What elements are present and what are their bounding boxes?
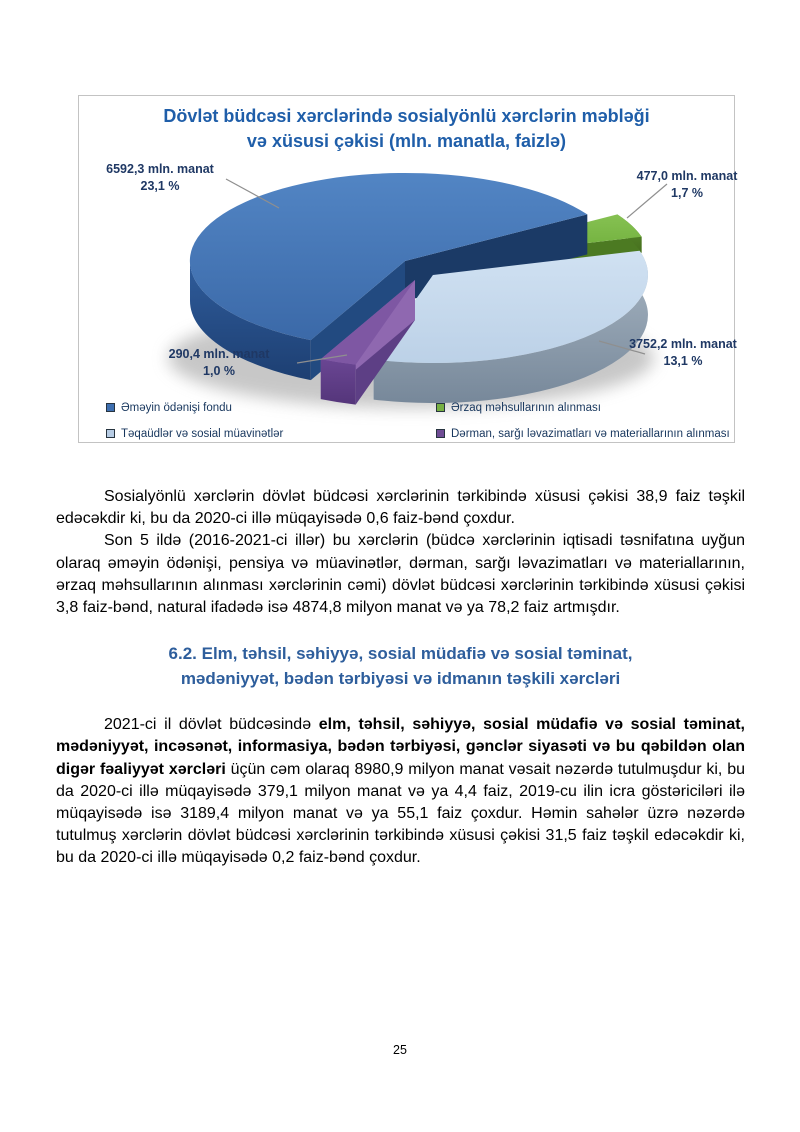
legend-label: Ərzaq məhsullarının alınması — [451, 402, 601, 414]
callout-percent: 13,1 % — [663, 354, 703, 368]
paragraph-social-share: Sosialyönlü xərclərin dövlət büdcəsi xərclərinin tərkibində xüsusi çəkisi 38,9 faiz təşkil edəcəkdir ki, bu da 2020-ci illə müqayisədə 0,6 faiz-bənd çoxdur. — [56, 488, 745, 528]
section-heading-line1: 6.2. Elm, təhsil, səhiyyə, sosial müdafiə və sosial təminat, — [168, 644, 633, 664]
paragraph-2021-intro: 2021-ci il dövlət büdcəsində — [104, 716, 319, 734]
legend-label: Əməyin ödənişi fondu — [121, 402, 232, 414]
legend-swatch-green-icon — [436, 403, 445, 412]
callout-value: 290,4 mln. manat — [168, 347, 270, 361]
legend-item-pensions-benefits — [106, 428, 283, 441]
callout-green-slice — [635, 168, 739, 202]
paragraph-2021-budget — [56, 714, 745, 869]
section-heading-line2: mədəniyyət, bədən tərbiyəsi və idmanın təşkili xərcləri — [180, 669, 621, 689]
legend-item-food-products — [436, 402, 601, 415]
callout-percent: 1,0 % — [203, 364, 235, 378]
page-footer-number: 25 — [393, 1043, 407, 1057]
legend-swatch-lightblue-icon — [106, 429, 115, 438]
chart-title-line2: və xüsusi çəkisi (mln. manatla, faizlə) — [246, 131, 567, 151]
legend-swatch-purple-icon — [436, 429, 445, 438]
legend-item-medicines-materials — [436, 428, 730, 441]
callout-blue-slice — [99, 161, 221, 195]
paragraph-five-year-growth: Son 5 ildə (2016-2021-ci illər) bu xərclərin (büdcə xərclərinin iqtisadi təsnifatına uyğun olaraq əməyin ödənişi, pensiya və müavinətlər, dərman, sarğı ləvazimatları və materiallarının, ərzaq məhsullarının alınması xərclərinin cəmi) dövlət büdcəsi xərclərinin tərkibində xüsusi çəkisi 3,8 faiz-bənd, natural ifadədə isə 4874,8 milyon manat və ya 78,2 faiz artmışdır. — [56, 532, 745, 617]
callout-percent: 1,7 % — [671, 186, 703, 200]
callout-lightblue-slice — [627, 336, 739, 370]
legend-item-wage-fund — [106, 402, 232, 415]
callout-purple-slice — [143, 346, 295, 380]
callout-value: 6592,3 mln. manat — [106, 162, 214, 176]
chart-title-line1: Dövlət büdcəsi xərclərində sosialyönlü xərclərin məbləği — [163, 106, 650, 126]
section-heading-6-2 — [56, 641, 745, 691]
legend-label: Dərman, sarğı ləvazimatları və materiallarının alınması — [451, 428, 730, 440]
legend-swatch-blue-icon — [106, 403, 115, 412]
budget-pie-chart-panel — [78, 95, 738, 443]
callout-value: 477,0 mln. manat — [636, 169, 738, 183]
callout-value: 3752,2 mln. manat — [629, 337, 737, 351]
callout-percent: 23,1 % — [140, 179, 180, 193]
paragraph-2021-figures: üçün cəm olaraq 8980,9 milyon manat vəsait nəzərdə tutulmuşdur ki, bu da 2020-ci illə müqayisədə 379,1 milyon manat və ya 4,4 faiz, 2019-cu ilin icra göstəriciləri ilə müqayisədə isə 3189,4 milyon manat və ya 55,1 faiz çoxdur. Həmin sahələr üzrə nəzərdə tutulmuş xərclərin dövlət büdcəsi xərclərinin tərkibində xüsusi çəkisi 31,5 faiz təşkil edəcəkdir ki, bu da 2020-ci illə müqayisədə 0,2 faiz-bənd çoxdur. — [56, 760, 745, 867]
chart-title — [79, 104, 734, 154]
legend-label: Təqaüdlər və sosial müavinətlər — [121, 428, 284, 440]
document-body — [56, 486, 745, 870]
paragraph-2021-bold-list: elm, təhsil, səhiyyə, sosial müdafiə və sosial təminat, mədəniyyət, incəsənət, informasiya, bədən tərbiyəsi, gənclər siyasəti və bu qəbildən olan digər fəaliyyət xərcləri — [56, 716, 745, 778]
